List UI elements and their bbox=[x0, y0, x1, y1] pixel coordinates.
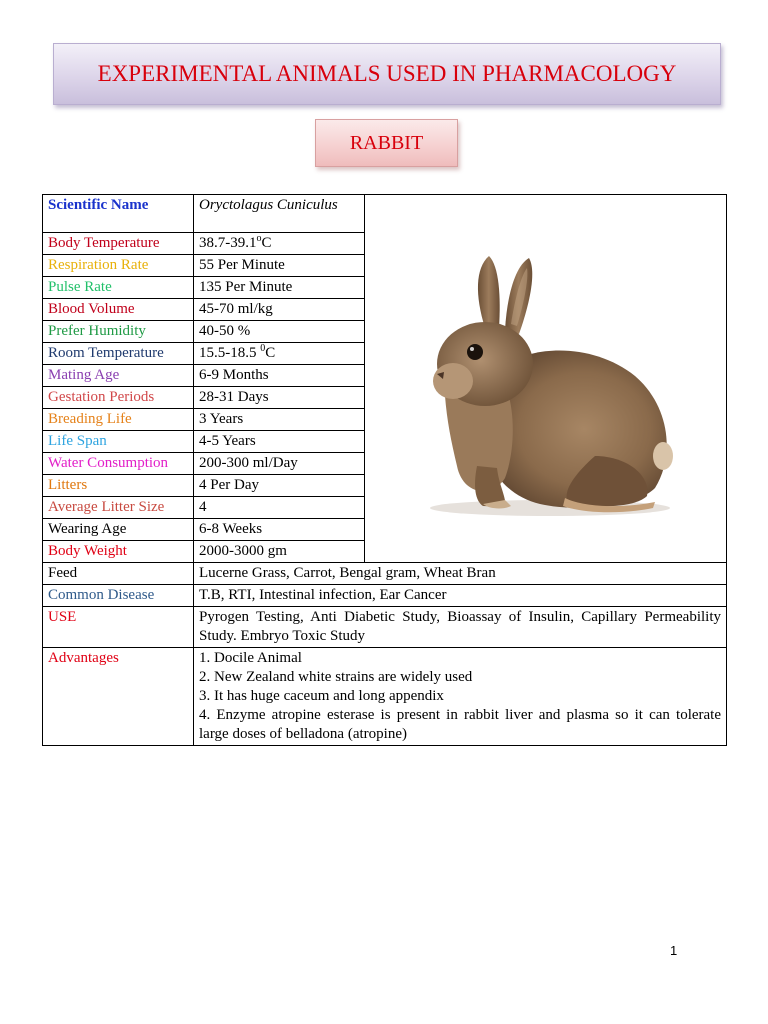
table-row bbox=[43, 195, 727, 233]
row-label: Wearing Age bbox=[43, 519, 194, 541]
row-value: 4 bbox=[194, 497, 365, 519]
row-label: Life Span bbox=[43, 431, 194, 453]
row-label: Respiration Rate bbox=[43, 255, 194, 277]
row-label: Breading Life bbox=[43, 409, 194, 431]
row-value: 15.5-18.5 $^0$C bbox=[194, 343, 365, 365]
table-row bbox=[43, 648, 727, 746]
row-value: 28-31 Days bbox=[194, 387, 365, 409]
list-item: 2. New Zealand white strains are widely used bbox=[199, 669, 473, 685]
row-label: Scientific Name bbox=[43, 195, 194, 233]
rabbit-image-cell bbox=[365, 195, 727, 563]
title-banner bbox=[53, 43, 721, 105]
list-item: 1. Docile Animal bbox=[199, 650, 302, 666]
animal-data-table bbox=[42, 194, 727, 746]
list-item: 4. Enzyme atropine esterase is present in rabbit liver and plasma so it can tolerate large doses of belladona (atropine) bbox=[199, 707, 721, 742]
row-value: 40-50 % bbox=[194, 321, 365, 343]
row-value: 45-70 ml/kg bbox=[194, 299, 365, 321]
table-row bbox=[43, 585, 727, 607]
table-row bbox=[43, 563, 727, 585]
row-label: Gestation Periods bbox=[43, 387, 194, 409]
row-label: Average Litter Size bbox=[43, 497, 194, 519]
row-value: 55 Per Minute bbox=[194, 255, 365, 277]
animal-name: RABBIT bbox=[349, 131, 424, 154]
row-value: 4-5 Years bbox=[194, 431, 365, 453]
row-value: 6-9 Months bbox=[194, 365, 365, 387]
row-value: Oryctolagus Cuniculus bbox=[194, 195, 365, 233]
list-item: 3. It has huge caceum and long appendix bbox=[199, 688, 444, 704]
row-label: USE bbox=[43, 607, 194, 648]
row-label: Room Temperature bbox=[43, 343, 194, 365]
row-value: 4 Per Day bbox=[194, 475, 365, 497]
subtitle-banner bbox=[315, 119, 458, 167]
row-label: Water Consumption bbox=[43, 453, 194, 475]
row-label: Feed bbox=[43, 563, 194, 585]
row-value: Pyrogen Testing, Anti Diabetic Study, Bioassay of Insulin, Capillary Permeability Study. Embryo Toxic Study bbox=[194, 607, 727, 648]
advantages-list bbox=[194, 648, 727, 746]
page-title: EXPERIMENTAL ANIMALS USED IN PHARMACOLOGY bbox=[97, 61, 677, 86]
rabbit-photo-icon bbox=[365, 216, 704, 536]
row-value: 3 Years bbox=[194, 409, 365, 431]
row-label: Body Weight bbox=[43, 541, 194, 563]
row-label: Body Temperature bbox=[43, 233, 194, 255]
row-label: Prefer Humidity bbox=[43, 321, 194, 343]
row-label: Pulse Rate bbox=[43, 277, 194, 299]
row-value: Lucerne Grass, Carrot, Bengal gram, Wheat Bran bbox=[194, 563, 727, 585]
row-label: Litters bbox=[43, 475, 194, 497]
row-value: 200-300 ml/Day bbox=[194, 453, 365, 475]
row-value: T.B, RTI, Intestinal infection, Ear Cancer bbox=[194, 585, 727, 607]
row-label: Blood Volume bbox=[43, 299, 194, 321]
row-value: 135 Per Minute bbox=[194, 277, 365, 299]
row-value: 2000-3000 gm bbox=[194, 541, 365, 563]
row-label: Advantages bbox=[43, 648, 194, 746]
row-value: 6-8 Weeks bbox=[194, 519, 365, 541]
row-label: Mating Age bbox=[43, 365, 194, 387]
row-label: Common Disease bbox=[43, 585, 194, 607]
page-number: 1 bbox=[670, 943, 678, 958]
table-row bbox=[43, 607, 727, 648]
row-value: 38.7-39.1$^o$C bbox=[194, 233, 365, 255]
